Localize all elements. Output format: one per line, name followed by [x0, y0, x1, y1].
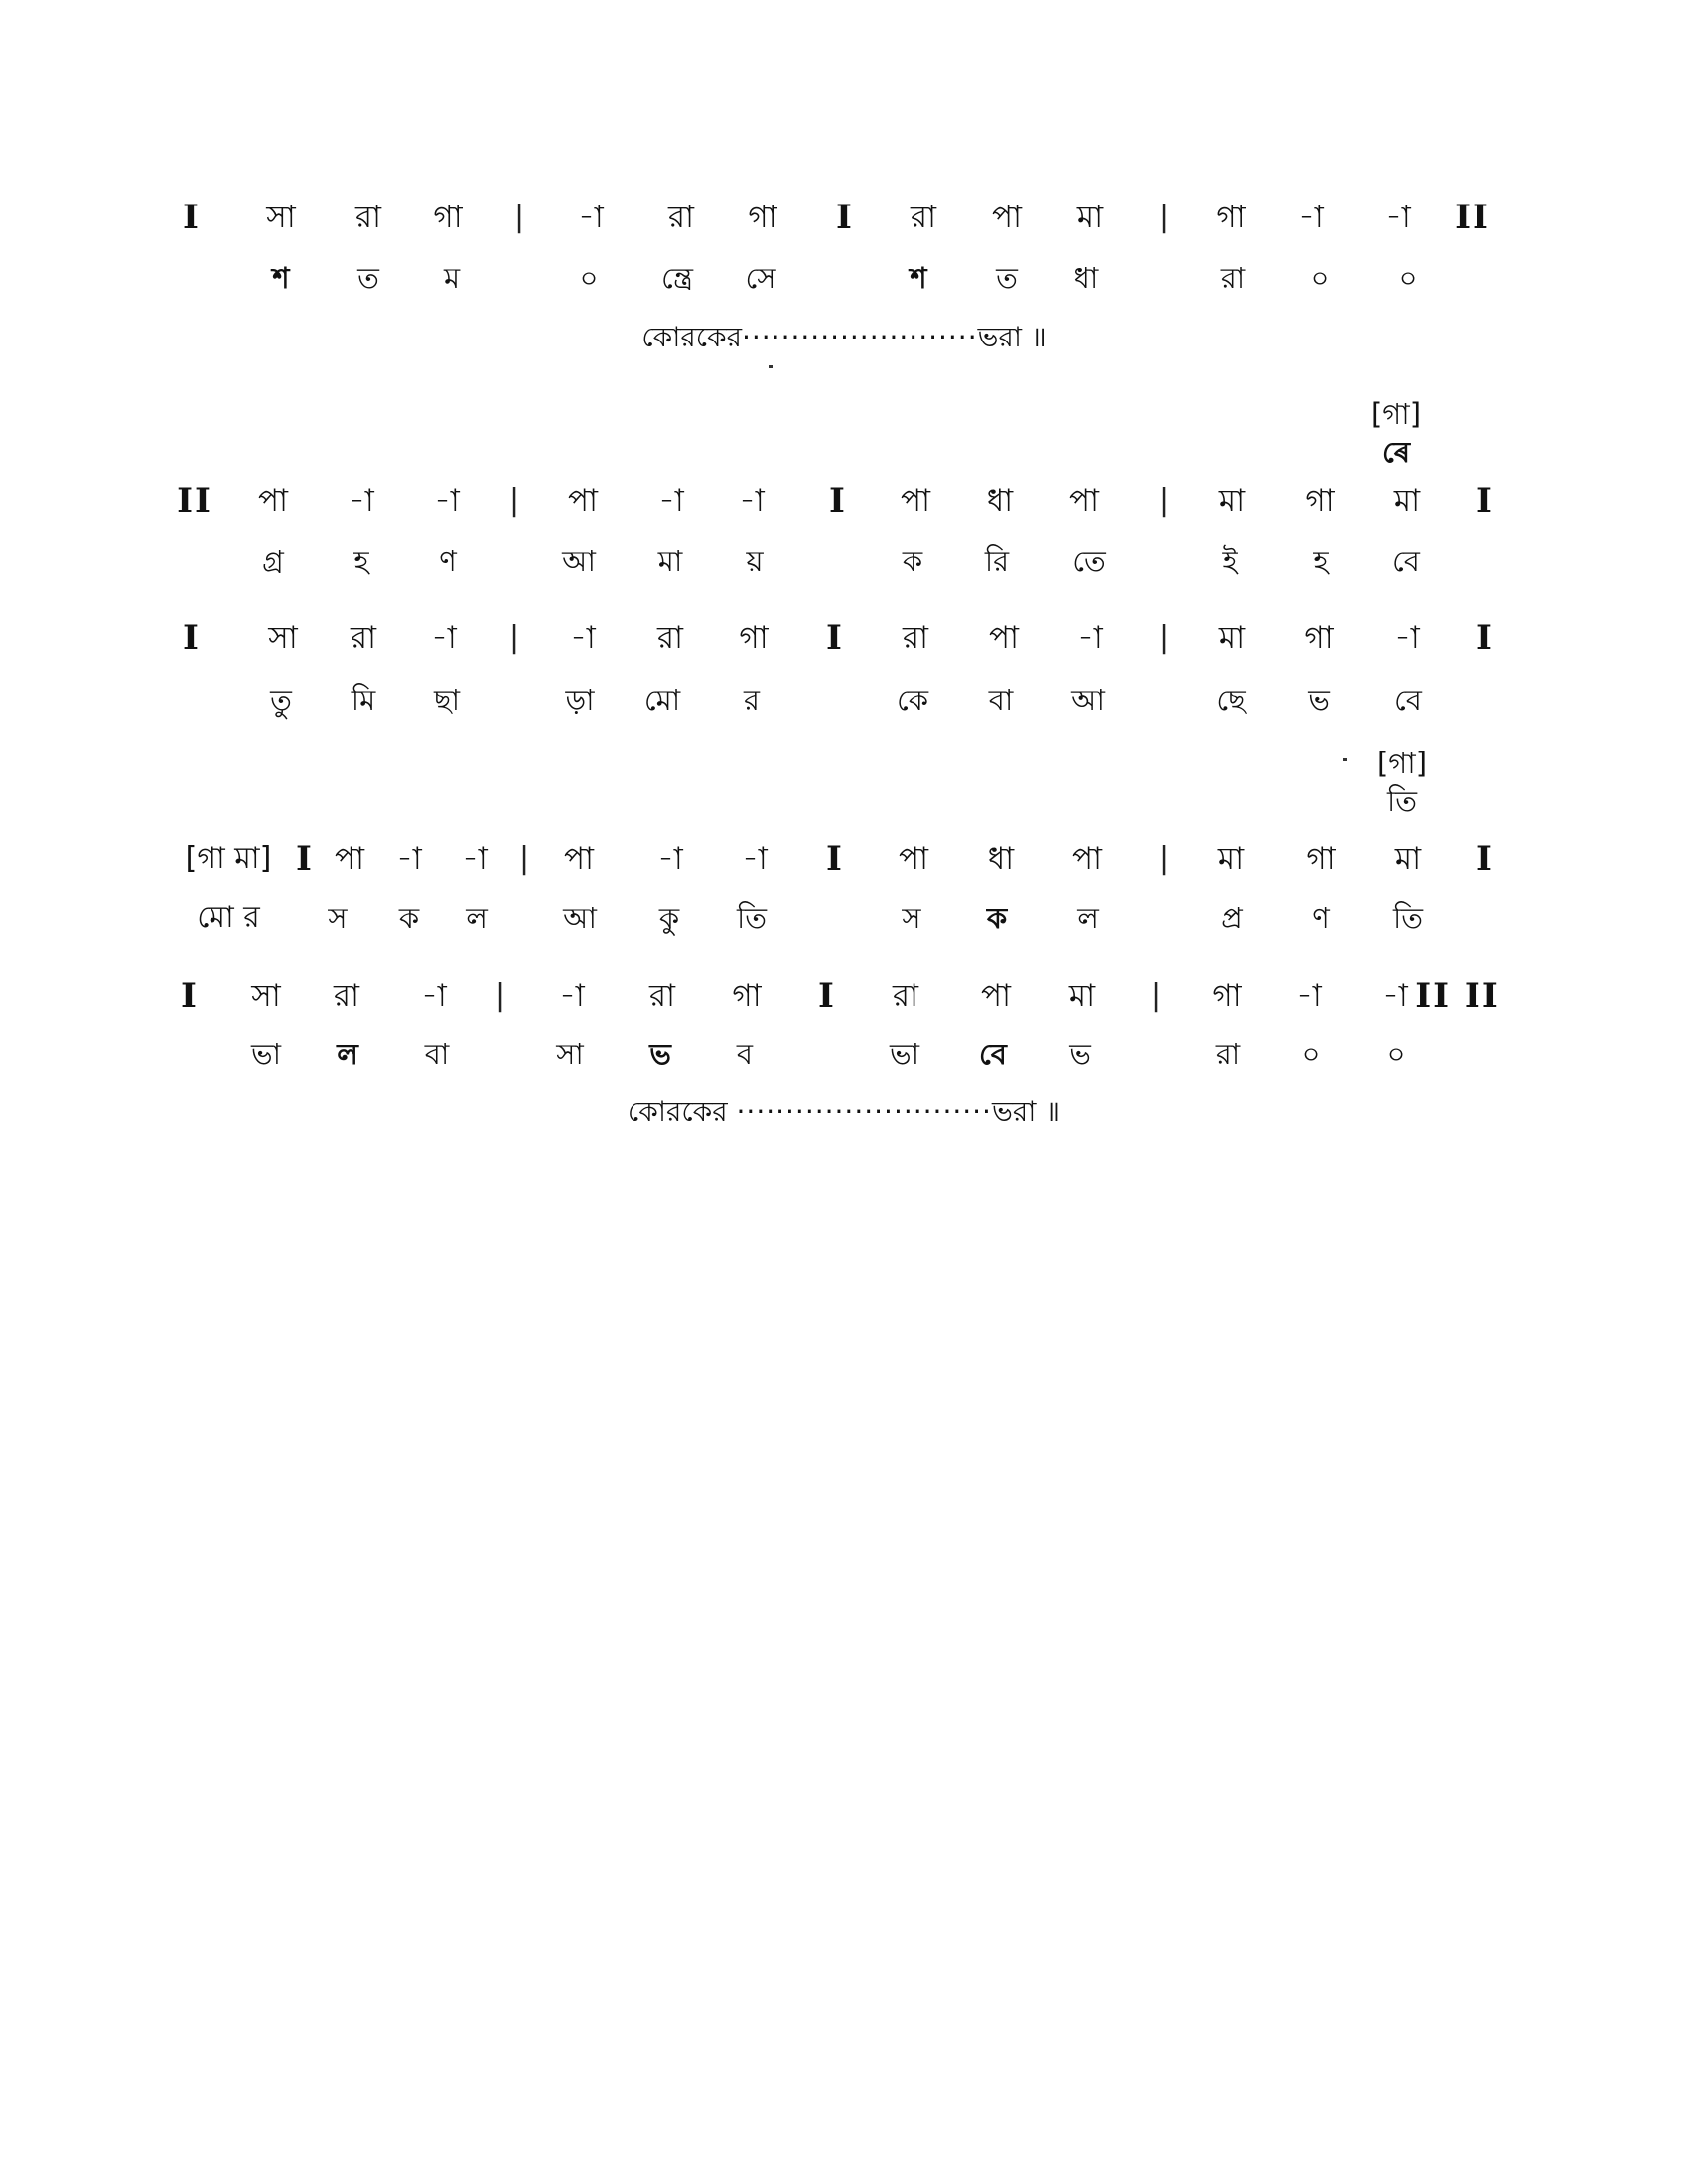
note: গা [1305, 483, 1335, 519]
note: -া [431, 620, 457, 656]
note: -া [1296, 978, 1322, 1014]
note: -া [739, 483, 765, 519]
lyric-syllable: ০ [1310, 261, 1330, 295]
note: রা [354, 200, 382, 235]
variant-annotation-1 [1356, 395, 1436, 471]
variant-syllable: ৰে [1381, 435, 1411, 469]
note: -া [742, 841, 768, 877]
lyric-syllable: ক [902, 544, 923, 578]
note: -া [657, 841, 683, 877]
lyric-syllable: হ [1313, 544, 1329, 578]
bar-line: II II [1415, 976, 1500, 1016]
note: রা [667, 200, 695, 235]
bar-line: | [508, 620, 520, 655]
note: -া [578, 200, 604, 235]
bar-line: | [508, 483, 520, 518]
lyric-syllable: তে [1072, 544, 1106, 578]
bar-line: | [494, 978, 506, 1013]
note: -া [462, 841, 488, 877]
lyric-syllable: ল [1077, 901, 1099, 935]
note: গা [739, 620, 769, 656]
lyric-row-5 [0, 1027, 1688, 1081]
note: পা [980, 978, 1012, 1014]
note: গা [1216, 200, 1246, 235]
note: সা [251, 978, 281, 1014]
note: ধা [987, 841, 1015, 877]
note: -া [570, 620, 596, 656]
lyric-syllable: ত [996, 261, 1018, 295]
lyric-syllable: আ [1071, 683, 1105, 717]
lyric-syllable: ই [1222, 544, 1238, 578]
lyric-syllable: ম [443, 261, 461, 295]
variant-prefix: [গা মা] [185, 841, 272, 876]
bar-line: | [518, 841, 530, 876]
note: পা [257, 483, 289, 519]
note: গা [1304, 620, 1334, 656]
lyric-prefix: মো র [197, 900, 260, 935]
note: পা [1071, 841, 1103, 877]
lyric-syllable: ০ [579, 261, 599, 295]
notation-row-4 [0, 832, 1688, 886]
lyric-syllable: ভ [1069, 1037, 1091, 1071]
note: -া [1394, 620, 1420, 656]
lyric-syllable: ক [986, 901, 1008, 935]
note: পা [898, 841, 929, 877]
bar-line: I [1477, 839, 1492, 879]
refrain-dots: ························ [741, 321, 978, 353]
lyric-row-2 [0, 534, 1688, 588]
lyric-syllable: র [744, 683, 760, 717]
bar-line: | [1158, 841, 1170, 876]
refrain-start: কোরকের [627, 1095, 728, 1128]
bar-line: I [818, 976, 834, 1016]
note: -া [1298, 200, 1324, 235]
note: রা [892, 978, 919, 1014]
bar-line: I [829, 481, 845, 521]
bar-line: I [836, 198, 852, 237]
bar-line: I [181, 976, 197, 1016]
bar-line: | [1158, 483, 1170, 518]
variant-syllable: তি [1386, 784, 1418, 818]
bar-line: | [1158, 200, 1170, 234]
note: গা [1212, 978, 1242, 1014]
note: পা [334, 841, 365, 877]
bar-line: | [1150, 978, 1162, 1013]
lyric-syllable: কু [658, 901, 680, 935]
lyric-syllable: ল [466, 901, 488, 935]
note: মা [1218, 483, 1246, 519]
lyric-syllable: বে [979, 1037, 1007, 1071]
lyric-syllable: ত [357, 261, 379, 295]
note: গা [748, 200, 777, 235]
bar-line: I [183, 618, 199, 658]
lyric-syllable: তি [736, 901, 768, 935]
lyric-syllable: ক [398, 901, 420, 935]
lyric-syllable: হ [353, 544, 369, 578]
note: -া [1077, 620, 1103, 656]
note: মা [1217, 841, 1245, 877]
refrain-dots: ·························· [736, 1095, 992, 1128]
lyric-syllable: তু [270, 683, 292, 717]
note: রা [656, 620, 684, 656]
note: গা [732, 978, 762, 1014]
lyric-syllable: তি [1392, 901, 1424, 935]
lyric-syllable: আ [563, 901, 597, 935]
note: -া [1385, 200, 1411, 235]
note: -া [349, 483, 374, 519]
lyric-syllable: বা [988, 683, 1014, 717]
lyric-syllable: ভ [1308, 683, 1330, 717]
note: ধা [986, 483, 1014, 519]
lyric-syllable: মি [351, 683, 376, 717]
refrain-line-2 [0, 1090, 1688, 1134]
lyric-row-1 [0, 251, 1688, 305]
lyric-syllable: বে [1392, 544, 1420, 578]
note: রা [350, 620, 377, 656]
bar-line: I [826, 618, 842, 658]
note: মা [1393, 483, 1421, 519]
refrain-end: ভরা ॥ [991, 1095, 1061, 1128]
note: মা [1068, 978, 1096, 1014]
note: রা [910, 200, 937, 235]
lyric-syllable: ভ [649, 1037, 671, 1071]
note: -া [1382, 978, 1408, 1014]
notation-row-2 [0, 475, 1688, 528]
lyric-syllable: মো [643, 683, 681, 717]
notation-row-5 [0, 969, 1688, 1023]
bar-line: I [826, 839, 842, 879]
note: পা [1068, 483, 1100, 519]
lyric-syllable: আ [562, 544, 596, 578]
refrain-line-1 [0, 316, 1688, 359]
lyric-row-3 [0, 673, 1688, 727]
lyric-syllable: ছে [1216, 683, 1246, 717]
print-speck [769, 365, 773, 368]
note: গা [433, 200, 463, 235]
lyric-syllable: ছা [434, 683, 460, 717]
lyric-syllable: কে [896, 683, 929, 717]
bar-line: II [1455, 198, 1490, 237]
note: রা [648, 978, 676, 1014]
bar-line: I [296, 839, 312, 879]
lyric-syllable: স [328, 901, 348, 935]
note: সা [268, 620, 298, 656]
note: সা [266, 200, 296, 235]
lyric-syllable: মা [657, 544, 683, 578]
lyric-syllable: ণ [439, 544, 457, 578]
lyric-syllable: ল [337, 1037, 358, 1071]
lyric-syllable: ভা [250, 1037, 282, 1071]
lyric-syllable: বা [424, 1037, 450, 1071]
note: পা [563, 841, 595, 877]
lyric-syllable: ধা [1073, 261, 1099, 295]
bar-line: I [1477, 618, 1492, 658]
note: রা [333, 978, 360, 1014]
lyric-syllable: ণ [1312, 901, 1330, 935]
notation-row-3 [0, 612, 1688, 665]
note: -া [434, 483, 460, 519]
note: গা [1306, 841, 1336, 877]
lyric-syllable: ০ [1398, 261, 1418, 295]
lyric-syllable: রা [1215, 1037, 1241, 1071]
bar-line: I [1477, 481, 1492, 521]
bar-line: I [183, 198, 199, 237]
lyric-syllable: ভা [889, 1037, 920, 1071]
lyric-syllable: রি [984, 544, 1010, 578]
lyric-syllable: সে [745, 261, 776, 295]
lyric-syllable: সা [556, 1037, 584, 1071]
lyric-row-4 [0, 891, 1688, 945]
note: পা [567, 483, 599, 519]
lyric-syllable: বে [1394, 683, 1422, 717]
lyric-syllable: ০ [1301, 1037, 1321, 1071]
note: মা [1394, 841, 1422, 877]
lyric-syllable: গ্র [262, 544, 284, 578]
note: রা [902, 620, 929, 656]
print-speck [1343, 758, 1347, 761]
refrain-start: কোরকের [641, 321, 742, 353]
bar-line: | [513, 200, 525, 234]
lyric-syllable: য় [746, 544, 764, 578]
lyric-syllable: স [902, 901, 921, 935]
note: মা [1076, 200, 1104, 235]
note: -া [421, 978, 447, 1014]
note: মা [1218, 620, 1246, 656]
variant-note: [গা] [1370, 397, 1422, 431]
bar-line: | [1158, 620, 1170, 655]
lyric-syllable: প্র [1221, 901, 1243, 935]
note: -া [396, 841, 422, 877]
note: পা [991, 200, 1023, 235]
notation-row-1 [0, 191, 1688, 244]
lyric-syllable: ন্ত্রে [661, 261, 693, 295]
variant-annotation-2 [1362, 745, 1442, 820]
lyric-syllable: রা [1220, 261, 1246, 295]
note: পা [988, 620, 1020, 656]
lyric-syllable: ব [736, 1037, 754, 1071]
note: পা [900, 483, 931, 519]
lyric-syllable: শ [272, 261, 290, 295]
note: -া [559, 978, 585, 1014]
lyric-syllable: ০ [1386, 1037, 1406, 1071]
note: -া [658, 483, 684, 519]
bar-line: II [177, 481, 212, 521]
lyric-syllable: শ [910, 261, 927, 295]
lyric-syllable: ড়া [565, 683, 595, 717]
variant-note: [গা] [1376, 747, 1428, 780]
refrain-end: ভরা ॥ [977, 321, 1047, 353]
